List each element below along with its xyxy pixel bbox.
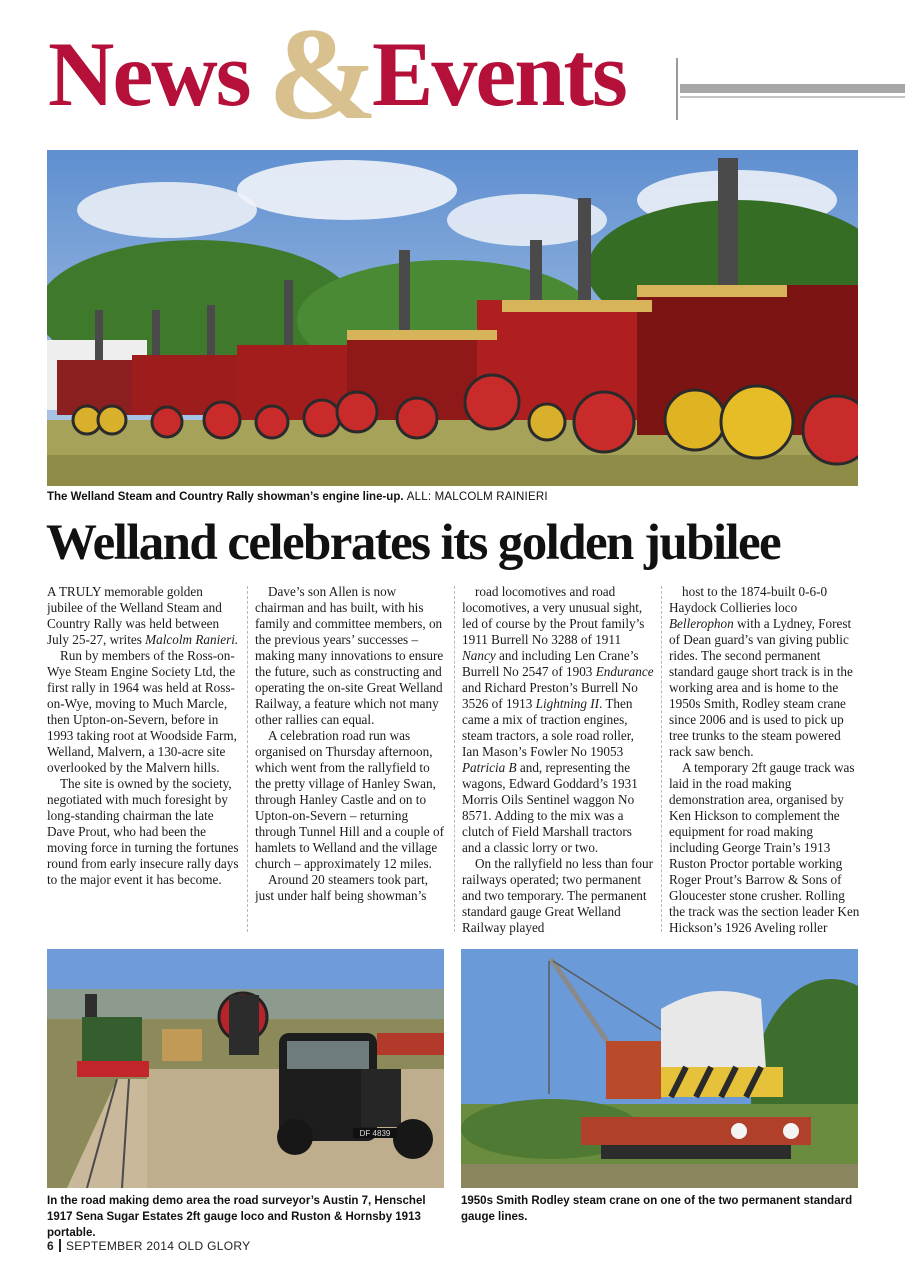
article-column-4 (669, 584, 861, 936)
masthead-rule-thin (680, 96, 905, 98)
number-plate: DF 4839 (359, 1129, 391, 1138)
masthead-events: Events (372, 23, 626, 125)
article-column-3 (462, 584, 654, 936)
article-paragraph: Around 20 steamers took part, just under half being showman’s (255, 872, 429, 903)
article-paragraph: A celebration road run was organised on Thursday afternoon, which went from the rallyfield to the pretty village of Hanley Swan, through Hanley Castle and on to Upton-on-Severn – returning through Tunnel Hill and a couple of hamlets to Welland and the village church – approximately 12 miles. (255, 728, 445, 871)
issue-date: SEPTEMBER 2014 (65, 1239, 175, 1253)
article-paragraph: The site is owned by the society, negotiated with much foresight by long-standing chairman the late Dave Prout, who had been the moving force in turning the fortunes round from early insecure rally days to the major event it has become. (47, 776, 239, 887)
article-headline: Welland celebrates its golden jubilee (46, 515, 781, 571)
column-divider (661, 586, 662, 932)
hero-photo-caption (47, 489, 858, 505)
hero-photo (47, 150, 858, 486)
hero-caption-text: The Welland Steam and Country Rally showman’s engine line-up. (47, 491, 404, 503)
column-divider (247, 586, 248, 932)
magazine-name: OLD GLORY (177, 1239, 251, 1253)
austin-caption-text: In the road making demo area the road surveyor’s Austin 7, Henschel 1917 Sena Sugar Estates 2ft gauge loco and Ruston & Hornsby 1913 portable. (47, 1195, 426, 1239)
austin-seven-photo (47, 949, 444, 1188)
crane-photo-caption (461, 1193, 861, 1225)
article-paragraph: A temporary 2ft gauge track was laid in the road making demonstration area, organised by Ken Hickson to complement the equipment for road making including George Train’s 1913 Ruston Proctor portable working Roger Prout’s Barrow & Sons of Gloucester stone crusher. Rolling the track was the section leader Ken Hickson’s 1926 Aveling roller (669, 760, 860, 935)
masthead-ampersand: & (268, 0, 378, 147)
article-paragraph: A TRULY memorable golden jubilee of the Welland Steam and Country Rally was held between July 25-27, writes Malcolm Ranieri. (47, 584, 239, 647)
article-paragraph: Dave’s son Allen is now chairman and has built, with his family and committee members, on the previous years’ successes – making many innovations to ensure the future, such as constructing and operating the on-site Great Welland Railway, a feature which not many other rallies can equal. (255, 584, 444, 727)
footer-divider (59, 1239, 61, 1252)
article-paragraph: road locomotives and road locomotives, a very unusual sight, led of course by the Prout family’s 1911 Burrell No 3288 of 1911 Nancy and including Len Crane’s Burrell No 2547 of 1903 Endurance and Richard Preston’s Burrell No 3526 of 1913 Lightning II. Then came a mix of traction engines, steam tractors, a sole road roller, Ian Mason’s Fowler No 19053 Patricia B and, representing the wagons, Edward Goddard’s 1931 Morris Oils Sentinel waggon No 8571. Adding to the mix was a clutch of Field Marshall tractors and a classic lorry or two. (462, 584, 654, 855)
steam-crane-photo (461, 949, 858, 1188)
masthead-divider (676, 58, 678, 120)
masthead (0, 0, 905, 147)
article-paragraph: Run by members of the Ross-on-Wye Steam Engine Society Ltd, the first rally in 1964 was held at Ross-on-Wye, moving to Much Marcle, then Upton-on-Severn, before in 1993 taking root at Woodside Farm, Welland, Malvern, a 130-acre site overlooked by the Malvern hills. (47, 648, 237, 775)
article-paragraph: host to the 1874-built 0-6-0 Haydock Collieries loco Bellerophon with a Lydney, Forest of Dean guard’s van giving public rides. The second permanent standard gauge short track is in the working area and is home to the 1950s Smith, Rodley steam crane since 2006 and is used to pick up tree trunks to the steam powered rack saw bench. (669, 584, 853, 759)
photo-credit: ALL: MALCOLM RAINIERI (406, 491, 548, 503)
austin-photo-caption (47, 1193, 447, 1241)
page-footer (47, 1239, 250, 1253)
article-paragraph: On the rallyfield no less than four railways operated; two permanent and two temporary. The permanent standard gauge Great Welland Railway played (462, 856, 653, 935)
crane-caption-text: 1950s Smith Rodley steam crane on one of the two permanent standard gauge lines. (461, 1195, 853, 1223)
column-divider (454, 586, 455, 932)
masthead-rule (680, 84, 905, 93)
masthead-news: News (48, 23, 250, 125)
page-number: 6 (47, 1239, 54, 1253)
article-column-1 (47, 584, 239, 936)
article-column-2 (255, 584, 447, 936)
